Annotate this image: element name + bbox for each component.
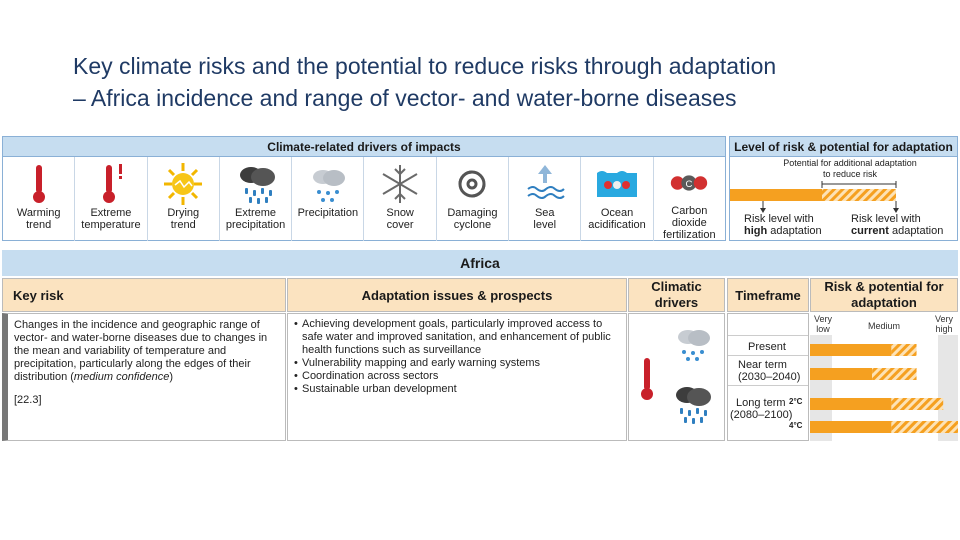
cyclone-icon xyxy=(447,161,497,207)
rain-cloud-icon xyxy=(673,326,715,362)
near-term-line-2: (2030–2040) xyxy=(738,371,801,383)
key-risk-reference: [22.3] xyxy=(14,394,42,406)
climatic-drivers-header xyxy=(628,278,725,312)
driver-label-line1: Damaging xyxy=(447,207,498,219)
thermometer-icon xyxy=(637,356,657,402)
driver-drying-trend xyxy=(148,157,220,241)
risk-header-line-2: adaptation xyxy=(851,295,917,310)
storm-cloud-icon xyxy=(231,161,281,207)
key-risk-text: Changes in the incidence and geographic range of vector- and water-borne diseases due to changes in the mean and variability of temperature and precipitation, particularly along the edges of their distribution ( xyxy=(14,319,268,383)
drivers-panel xyxy=(2,136,726,241)
confidence-level: medium confidence xyxy=(73,371,170,383)
key-risk-description xyxy=(14,319,279,384)
key-risk-cell xyxy=(2,313,286,441)
driver-label-line1: Ocean xyxy=(600,207,634,219)
scale-label-medium: Medium xyxy=(867,321,900,331)
driver-label-line2: temperature xyxy=(81,219,141,231)
level-panel-header: Level of risk & potential for adaptation xyxy=(730,137,957,157)
snowflake-icon xyxy=(375,161,425,207)
storm-cloud-icon xyxy=(671,384,715,426)
driver-precipitation xyxy=(292,157,364,241)
ocean-acidification-icon xyxy=(592,161,642,207)
long-term-line-2: (2080–2100) xyxy=(730,409,793,421)
driver-warming-trend xyxy=(3,157,75,241)
driver-label-line2: acidification xyxy=(588,219,646,231)
high-adaptation-bold: high xyxy=(744,225,768,237)
driver-label-line1: Warming xyxy=(16,207,61,219)
scale-label-very-high: Very high xyxy=(934,314,953,334)
current-adaptation-bold: current xyxy=(851,225,889,237)
thermometer-icon xyxy=(14,161,64,207)
driver-label-line2: trend xyxy=(170,219,196,231)
thermometer-alert-icon xyxy=(86,161,136,207)
title-line-1: Key climate risks and the potential to reduce risks through adaptation xyxy=(73,53,777,79)
timeframe-long-term xyxy=(730,397,793,421)
risk-bar-adaptation-potential xyxy=(891,398,943,410)
deg-2-label: 2°C xyxy=(789,397,803,406)
list-item: • Vulnerability mapping and early warning systems xyxy=(294,357,541,369)
title-line-2: – Africa incidence and range of vector- and water-borne diseases xyxy=(73,85,737,111)
list-item: • Sustainable urban development xyxy=(294,383,457,395)
risk-header-line-1: Risk & potential for xyxy=(824,279,944,294)
drivers-panel-header: Climate-related drivers of impacts xyxy=(3,137,725,157)
risk-chart-svg xyxy=(810,313,958,441)
adaptation-item-text: Sustainable urban development xyxy=(302,383,457,395)
key-risk-header: Key risk xyxy=(2,278,286,312)
timeframe-present: Present xyxy=(728,336,808,356)
driver-label-line1: Sea xyxy=(534,207,555,219)
potential-adaptation-label xyxy=(770,158,930,180)
current-adaptation-line-1: Risk level with xyxy=(851,213,921,225)
risk-bar-high-adaptation xyxy=(810,398,891,410)
potential-line-2: to reduce risk xyxy=(822,169,878,179)
driver-sea-level xyxy=(509,157,581,241)
risk-chart xyxy=(810,313,958,441)
driver-damaging-cyclone xyxy=(437,157,509,241)
current-adaptation-rest: adaptation xyxy=(888,225,944,237)
current-adaptation-label xyxy=(851,213,943,237)
driver-label-line2: cyclone xyxy=(453,219,492,231)
near-term-line-1: Near term xyxy=(738,359,787,371)
high-adaptation-rest: adaptation xyxy=(767,225,822,237)
risk-bar-high-adaptation xyxy=(810,368,872,380)
list-item: • Achieving development goals, particularly improved access to safe water and improved sanitation, and enhancement of public health functions such as surveillance xyxy=(294,318,620,357)
driver-label-line2: cover xyxy=(386,219,414,231)
adaptation-cell xyxy=(287,313,627,441)
climatic-header-line-1: Climatic xyxy=(651,279,702,294)
level-of-risk-panel xyxy=(729,136,958,241)
risk-bar-adaptation-potential xyxy=(891,344,916,356)
driver-snow-cover xyxy=(364,157,436,241)
driver-label-line1: Snow xyxy=(386,207,414,219)
risk-bar-high-adaptation xyxy=(810,421,891,433)
driver-label-line2: precipitation xyxy=(225,219,286,231)
risk-bar-adaptation-potential xyxy=(891,421,958,433)
timeframe-near-term xyxy=(728,356,808,386)
driver-label-line2: fertilization xyxy=(663,229,716,241)
driver-extreme-precipitation xyxy=(220,157,292,241)
risk-bar-adaptation-potential xyxy=(872,368,916,380)
list-item: • Coordination across sectors xyxy=(294,370,439,382)
adaptation-item-text: Coordination across sectors xyxy=(302,370,439,382)
timeframe-cell xyxy=(727,313,809,441)
driver-ocean-acidification xyxy=(581,157,653,241)
svg-text:C: C xyxy=(685,178,693,190)
climatic-header-line-2: drivers xyxy=(654,295,699,310)
high-adaptation-label xyxy=(744,213,822,237)
rain-cloud-icon xyxy=(303,161,353,207)
driver-label-line1: Extreme xyxy=(90,207,132,219)
driver-extreme-temperature xyxy=(75,157,147,241)
scale-label-very-low: Very low xyxy=(813,314,832,334)
driver-label-line2: trend xyxy=(26,219,52,231)
high-adaptation-line-1: Risk level with xyxy=(744,213,814,225)
co2-molecule-icon xyxy=(664,161,714,205)
page-title xyxy=(73,50,933,114)
climatic-drivers-cell xyxy=(628,313,725,441)
long-term-line-1: Long term xyxy=(736,397,786,409)
deg-4-label: 4°C xyxy=(789,421,803,430)
driver-label-line2: level xyxy=(533,219,557,231)
driver-label-line1: Drying xyxy=(167,207,200,219)
risk-potential-header xyxy=(810,278,958,312)
driver-label-line1: Precipitation xyxy=(297,207,359,219)
potential-line-1: Potential for additional adaptation xyxy=(783,158,917,168)
adaptation-item-text: Achieving development goals, particularly improved access to safe water and improved sanitation, and enhancement of public health functions such as surveillance xyxy=(302,318,611,356)
region-header: Africa xyxy=(2,250,958,276)
risk-legend-graphic xyxy=(730,181,957,213)
adaptation-item-text: Vulnerability mapping and early warning systems xyxy=(302,357,541,369)
driver-label-line1: Carbon dioxide xyxy=(671,205,708,229)
key-risk-close: ) xyxy=(169,371,173,383)
adaptation-header: Adaptation issues & prospects xyxy=(287,278,627,312)
driver-co2-fertilization xyxy=(654,157,725,241)
risk-bar-high-adaptation xyxy=(810,344,891,356)
sea-level-icon xyxy=(520,161,570,207)
sun-icon xyxy=(158,161,208,207)
timeframe-header: Timeframe xyxy=(727,278,809,312)
driver-label-line1: Extreme xyxy=(235,207,277,219)
